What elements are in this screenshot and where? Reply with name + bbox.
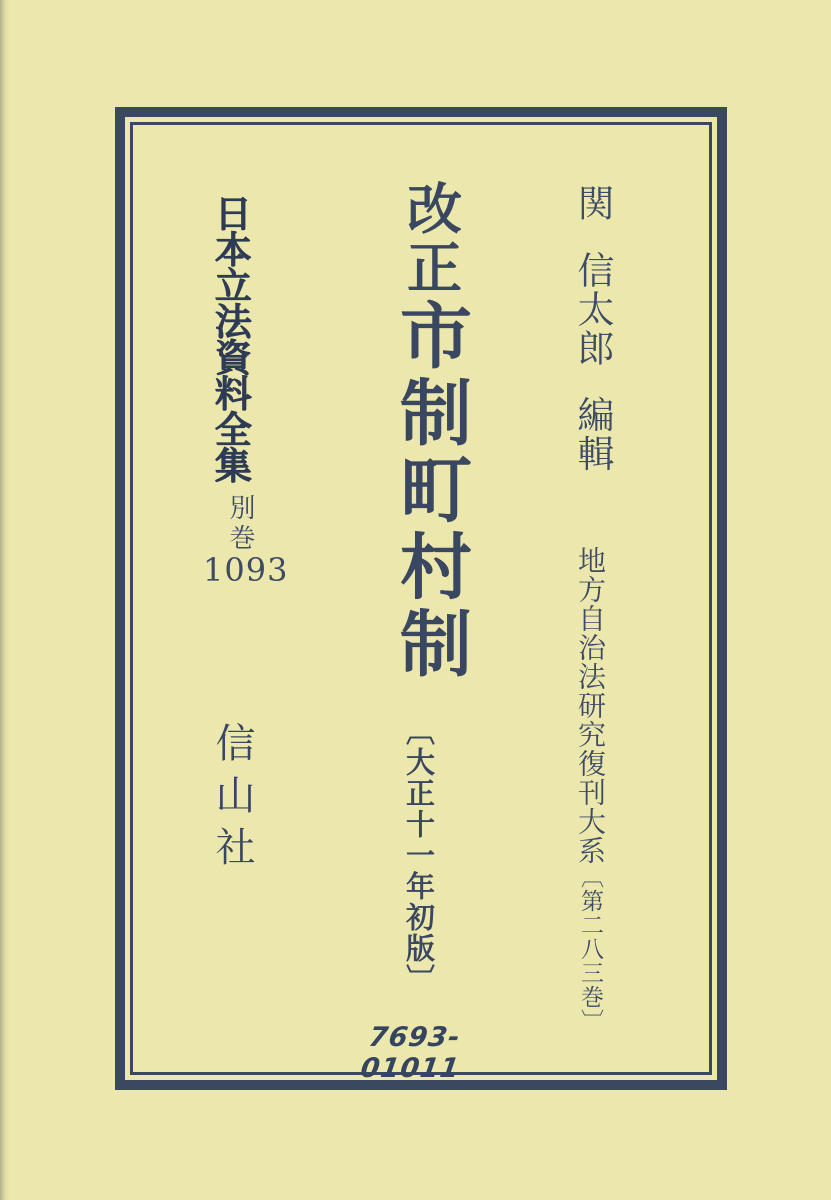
title-main: 市制町村制 [388,298,473,683]
publisher-name: 信山社 [209,722,255,878]
series-volume: 〔第二八三巻〕 [577,865,603,1033]
series-logo-calligraphy: 日本立法資料全集 [208,194,252,482]
series-note [570,546,610,1033]
volume-number: 1093 [203,551,289,589]
series-title: 地方自治法研究復刊大系 [574,546,607,865]
volume-label: 別巻 [225,494,255,554]
book-title [378,180,482,720]
editor-name: 関 信太郎 編輯 [571,184,614,474]
edition-note: 〔大正十一年初版〕 [402,716,436,995]
product-code: 7693-01011 [358,1022,463,1084]
title-prefix: 改正 [398,180,463,298]
